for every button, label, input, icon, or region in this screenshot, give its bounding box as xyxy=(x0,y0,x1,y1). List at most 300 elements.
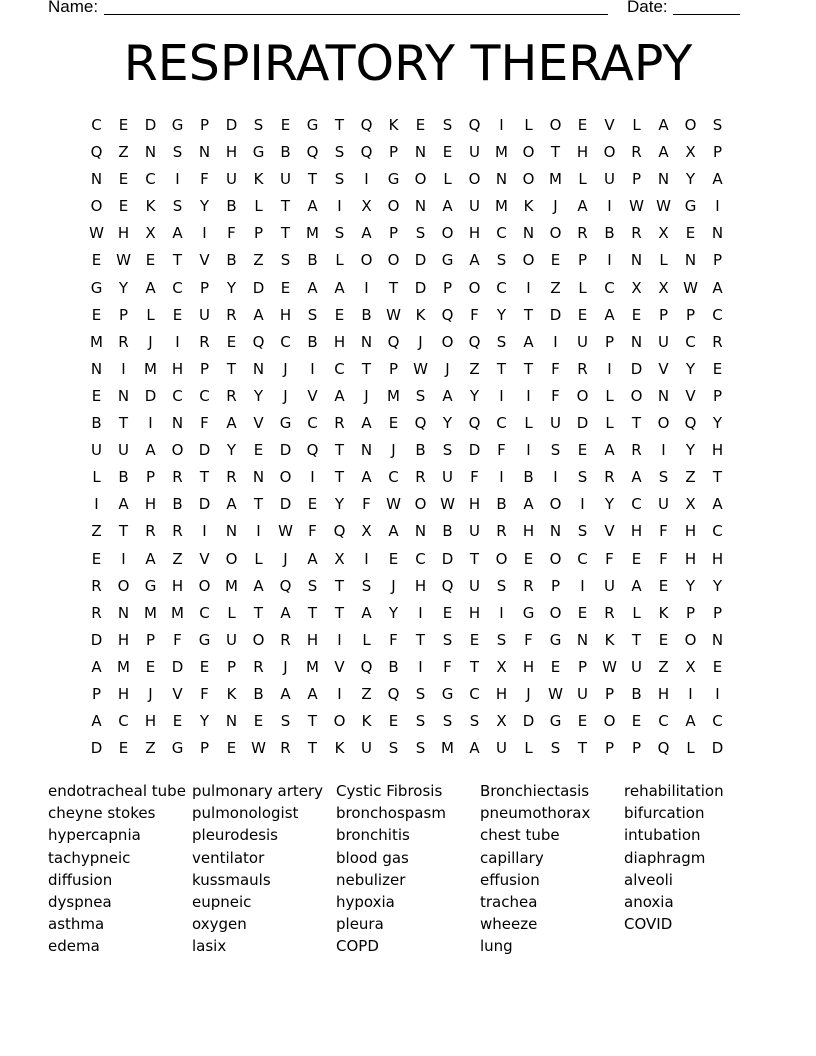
grid-letter[interactable]: I xyxy=(580,495,585,514)
grid-letter[interactable]: T xyxy=(388,278,399,297)
grid-letter[interactable]: I xyxy=(337,630,342,649)
grid-letter[interactable]: A xyxy=(712,495,723,514)
grid-letter[interactable]: O xyxy=(441,332,454,351)
grid-letter[interactable]: U xyxy=(118,441,129,460)
grid-letter[interactable]: B xyxy=(118,468,129,487)
grid-letter[interactable]: G xyxy=(171,739,184,758)
grid-letter[interactable]: H xyxy=(333,332,346,351)
grid-letter[interactable]: O xyxy=(333,712,346,731)
grid-letter[interactable]: C xyxy=(712,522,723,541)
grid-letter[interactable]: R xyxy=(172,522,183,541)
grid-letter[interactable]: G xyxy=(171,116,184,134)
grid-letter[interactable]: A xyxy=(334,386,345,405)
grid-letter[interactable]: T xyxy=(469,657,480,676)
grid-letter[interactable]: I xyxy=(526,441,531,460)
grid-letter[interactable]: N xyxy=(711,630,724,649)
grid-letter[interactable]: P xyxy=(388,359,399,378)
grid-letter[interactable]: Q xyxy=(360,657,373,676)
grid-letter[interactable]: A xyxy=(226,495,237,514)
grid-letter[interactable]: E xyxy=(712,359,723,378)
grid-letter[interactable]: R xyxy=(496,522,507,541)
grid-letter[interactable]: P xyxy=(199,359,210,378)
grid-letter[interactable]: T xyxy=(469,549,480,568)
grid-letter[interactable]: X xyxy=(631,278,642,297)
grid-letter[interactable]: Q xyxy=(468,414,481,433)
grid-letter[interactable]: B xyxy=(307,332,318,351)
grid-letter[interactable]: C xyxy=(334,359,345,378)
grid-letter[interactable]: J xyxy=(418,332,423,351)
grid-letter[interactable]: Z xyxy=(145,739,156,758)
grid-letter[interactable]: E xyxy=(388,549,399,568)
grid-letter[interactable]: H xyxy=(171,359,184,378)
grid-letter[interactable]: Q xyxy=(414,414,427,433)
grid-letter[interactable]: A xyxy=(307,684,318,703)
grid-letter[interactable]: R xyxy=(604,468,615,487)
grid-letter[interactable]: S xyxy=(280,251,291,270)
grid-letter[interactable]: O xyxy=(522,170,535,189)
grid-letter[interactable]: C xyxy=(91,116,102,134)
grid-letter[interactable]: L xyxy=(362,630,371,649)
grid-letter[interactable]: O xyxy=(279,468,292,487)
grid-letter[interactable]: H xyxy=(522,657,535,676)
grid-letter[interactable]: X xyxy=(685,657,696,676)
grid-letter[interactable]: A xyxy=(361,414,372,433)
grid-letter[interactable]: X xyxy=(145,224,156,243)
grid-letter[interactable]: Y xyxy=(685,170,696,189)
grid-letter[interactable]: N xyxy=(630,332,643,351)
grid-letter[interactable]: P xyxy=(631,170,642,189)
grid-letter[interactable]: R xyxy=(145,522,156,541)
grid-letter[interactable]: A xyxy=(91,657,102,676)
grid-letter[interactable]: O xyxy=(657,414,670,433)
grid-letter[interactable]: G xyxy=(522,603,535,622)
grid-letter[interactable]: I xyxy=(364,278,369,297)
grid-letter[interactable]: L xyxy=(227,603,236,622)
grid-letter[interactable]: W xyxy=(440,495,455,514)
grid-letter[interactable]: J xyxy=(148,684,153,703)
grid-letter[interactable]: E xyxy=(415,116,426,134)
grid-letter[interactable]: O xyxy=(495,549,508,568)
grid-letter[interactable]: E xyxy=(280,116,291,134)
grid-letter[interactable]: R xyxy=(712,332,723,351)
grid-letter[interactable]: C xyxy=(577,549,588,568)
grid-letter[interactable]: E xyxy=(280,278,291,297)
grid-letter[interactable]: C xyxy=(496,224,507,243)
grid-letter[interactable]: B xyxy=(226,197,237,216)
grid-letter[interactable]: D xyxy=(171,657,184,676)
grid-letter[interactable]: W xyxy=(413,359,428,378)
grid-letter[interactable]: C xyxy=(496,414,507,433)
grid-letter[interactable]: L xyxy=(92,468,101,487)
grid-letter[interactable]: T xyxy=(334,116,345,134)
grid-letter[interactable]: A xyxy=(523,495,534,514)
grid-letter[interactable]: B xyxy=(604,224,615,243)
grid-letter[interactable]: O xyxy=(468,170,481,189)
grid-letter[interactable]: M xyxy=(441,739,454,758)
grid-letter[interactable]: C xyxy=(307,414,318,433)
grid-letter[interactable]: E xyxy=(658,630,669,649)
grid-letter[interactable]: E xyxy=(253,712,264,731)
grid-letter[interactable]: G xyxy=(387,170,400,189)
grid-letter[interactable]: C xyxy=(712,305,723,324)
grid-letter[interactable]: A xyxy=(226,414,237,433)
grid-letter[interactable]: M xyxy=(549,170,562,189)
grid-letter[interactable]: K xyxy=(226,684,237,703)
grid-letter[interactable]: I xyxy=(418,657,423,676)
grid-letter[interactable]: E xyxy=(118,739,129,758)
grid-letter[interactable]: L xyxy=(632,116,641,134)
grid-letter[interactable]: U xyxy=(604,576,615,595)
grid-letter[interactable]: S xyxy=(253,116,264,134)
grid-letter[interactable]: A xyxy=(307,197,318,216)
grid-letter[interactable]: N xyxy=(117,603,130,622)
grid-letter[interactable]: J xyxy=(553,197,558,216)
grid-letter[interactable]: O xyxy=(549,495,562,514)
grid-letter[interactable]: R xyxy=(280,630,291,649)
grid-letter[interactable]: F xyxy=(605,549,614,568)
grid-letter[interactable]: B xyxy=(442,522,453,541)
grid-letter[interactable]: S xyxy=(496,630,507,649)
grid-letter[interactable]: E xyxy=(91,386,102,405)
grid-letter[interactable]: P xyxy=(685,603,696,622)
grid-letter[interactable]: J xyxy=(391,441,396,460)
grid-letter[interactable]: R xyxy=(334,414,345,433)
grid-letter[interactable]: T xyxy=(307,712,318,731)
grid-letter[interactable]: E xyxy=(388,414,399,433)
grid-letter[interactable]: I xyxy=(310,359,315,378)
grid-letter[interactable]: W xyxy=(251,739,266,758)
grid-letter[interactable]: E xyxy=(226,739,237,758)
grid-letter[interactable]: I xyxy=(499,468,504,487)
grid-letter[interactable]: K xyxy=(523,197,534,216)
grid-letter[interactable]: L xyxy=(578,170,587,189)
grid-letter[interactable]: C xyxy=(388,468,399,487)
grid-letter[interactable]: E xyxy=(442,143,453,162)
grid-letter[interactable]: I xyxy=(715,684,720,703)
grid-letter[interactable]: J xyxy=(364,386,369,405)
grid-letter[interactable]: N xyxy=(522,224,535,243)
grid-letter[interactable]: N xyxy=(252,359,265,378)
grid-letter[interactable]: F xyxy=(227,224,236,243)
grid-letter[interactable]: C xyxy=(658,712,669,731)
grid-letter[interactable]: Z xyxy=(685,468,696,487)
grid-letter[interactable]: U xyxy=(604,170,615,189)
grid-letter[interactable]: O xyxy=(414,170,427,189)
grid-letter[interactable]: Y xyxy=(442,414,453,433)
grid-letter[interactable]: D xyxy=(90,630,103,649)
grid-letter[interactable]: M xyxy=(495,197,508,216)
grid-letter[interactable]: T xyxy=(577,739,588,758)
grid-letter[interactable]: S xyxy=(577,468,588,487)
grid-letter[interactable]: F xyxy=(443,657,452,676)
grid-letter[interactable]: S xyxy=(496,576,507,595)
grid-letter[interactable]: E xyxy=(118,116,129,134)
grid-letter[interactable]: P xyxy=(604,684,615,703)
grid-letter[interactable]: S xyxy=(307,305,318,324)
grid-letter[interactable]: E xyxy=(199,657,210,676)
grid-letter[interactable]: M xyxy=(90,332,103,351)
grid-letter[interactable]: T xyxy=(118,414,129,433)
grid-letter[interactable]: C xyxy=(118,712,129,731)
grid-letter[interactable]: C xyxy=(172,278,183,297)
grid-letter[interactable]: E xyxy=(91,251,102,270)
grid-letter[interactable]: P xyxy=(712,143,723,162)
grid-letter[interactable]: L xyxy=(578,278,587,297)
grid-letter[interactable]: R xyxy=(415,468,426,487)
grid-letter[interactable]: O xyxy=(549,116,562,134)
grid-letter[interactable]: S xyxy=(415,684,426,703)
grid-letter[interactable]: S xyxy=(334,170,345,189)
grid-letter[interactable]: U xyxy=(469,522,480,541)
grid-letter[interactable]: F xyxy=(308,522,317,541)
grid-letter[interactable]: J xyxy=(283,549,288,568)
grid-letter[interactable]: R xyxy=(631,224,642,243)
grid-letter[interactable]: M xyxy=(387,386,400,405)
grid-letter[interactable]: W xyxy=(116,251,131,270)
grid-letter[interactable]: M xyxy=(306,224,319,243)
grid-letter[interactable]: S xyxy=(388,739,399,758)
grid-letter[interactable]: Q xyxy=(90,143,103,162)
grid-letter[interactable]: T xyxy=(334,441,345,460)
grid-letter[interactable]: C xyxy=(145,170,156,189)
grid-letter[interactable]: M xyxy=(225,576,238,595)
grid-letter[interactable]: G xyxy=(144,576,157,595)
grid-letter[interactable]: D xyxy=(468,441,481,460)
grid-letter[interactable]: W xyxy=(386,305,401,324)
grid-letter[interactable]: A xyxy=(334,278,345,297)
grid-letter[interactable]: N xyxy=(225,712,238,731)
grid-letter[interactable]: R xyxy=(172,468,183,487)
grid-letter[interactable]: A xyxy=(577,197,588,216)
grid-letter[interactable]: Z xyxy=(91,522,102,541)
grid-letter[interactable]: X xyxy=(685,143,696,162)
grid-letter[interactable]: H xyxy=(468,603,481,622)
grid-letter[interactable]: Q xyxy=(684,414,697,433)
grid-letter[interactable]: S xyxy=(361,576,372,595)
grid-letter[interactable]: O xyxy=(576,386,589,405)
grid-letter[interactable]: A xyxy=(631,576,642,595)
grid-letter[interactable]: W xyxy=(602,657,617,676)
grid-letter[interactable]: M xyxy=(171,603,184,622)
grid-letter[interactable]: N xyxy=(495,170,508,189)
grid-letter[interactable]: S xyxy=(496,332,507,351)
grid-letter[interactable]: R xyxy=(280,739,291,758)
grid-letter[interactable]: A xyxy=(712,278,723,297)
grid-letter[interactable]: H xyxy=(144,712,157,731)
grid-letter[interactable]: H xyxy=(414,576,427,595)
grid-letter[interactable]: E xyxy=(631,305,642,324)
grid-letter[interactable]: Y xyxy=(685,576,696,595)
grid-letter[interactable]: Q xyxy=(387,332,400,351)
grid-letter[interactable]: U xyxy=(658,332,669,351)
grid-letter[interactable]: X xyxy=(361,197,372,216)
grid-letter[interactable]: G xyxy=(441,251,454,270)
grid-letter[interactable]: I xyxy=(580,576,585,595)
grid-letter[interactable]: T xyxy=(253,603,264,622)
grid-letter[interactable]: Z xyxy=(658,657,669,676)
grid-letter[interactable]: R xyxy=(577,224,588,243)
grid-letter[interactable]: Q xyxy=(387,684,400,703)
grid-letter[interactable]: D xyxy=(414,251,427,270)
grid-letter[interactable]: Z xyxy=(172,549,183,568)
grid-letter[interactable]: I xyxy=(202,522,207,541)
grid-letter[interactable]: D xyxy=(441,549,454,568)
grid-letter[interactable]: I xyxy=(256,522,261,541)
grid-letter[interactable]: H xyxy=(117,224,130,243)
grid-letter[interactable]: E xyxy=(577,603,588,622)
grid-letter[interactable]: I xyxy=(526,278,531,297)
grid-letter[interactable]: Y xyxy=(334,495,345,514)
grid-letter[interactable]: X xyxy=(496,657,507,676)
grid-letter[interactable]: K xyxy=(253,170,264,189)
grid-letter[interactable]: G xyxy=(684,197,697,216)
grid-letter[interactable]: R xyxy=(91,603,102,622)
grid-letter[interactable]: S xyxy=(415,739,426,758)
grid-letter[interactable]: N xyxy=(90,170,103,189)
grid-letter[interactable]: T xyxy=(307,170,318,189)
grid-letter[interactable]: C xyxy=(199,603,210,622)
grid-letter[interactable]: S xyxy=(550,441,561,460)
grid-letter[interactable]: Y xyxy=(685,359,696,378)
grid-letter[interactable]: O xyxy=(171,441,184,460)
grid-letter[interactable]: E xyxy=(145,251,156,270)
grid-letter[interactable]: C xyxy=(496,278,507,297)
grid-letter[interactable]: O xyxy=(441,224,454,243)
grid-letter[interactable]: P xyxy=(577,657,588,676)
grid-letter[interactable]: S xyxy=(307,576,318,595)
grid-letter[interactable]: Q xyxy=(306,441,319,460)
grid-letter[interactable]: A xyxy=(658,116,669,134)
grid-letter[interactable]: P xyxy=(712,386,723,405)
grid-letter[interactable]: T xyxy=(118,522,129,541)
grid-letter[interactable]: L xyxy=(254,549,263,568)
grid-letter[interactable]: Y xyxy=(712,576,723,595)
grid-letter[interactable]: K xyxy=(604,630,615,649)
grid-letter[interactable]: A xyxy=(712,170,723,189)
grid-letter[interactable]: T xyxy=(550,143,561,162)
grid-letter[interactable]: E xyxy=(145,657,156,676)
grid-letter[interactable]: A xyxy=(442,386,453,405)
grid-letter[interactable]: N xyxy=(684,251,697,270)
grid-letter[interactable]: E xyxy=(523,549,534,568)
grid-letter[interactable]: Y xyxy=(469,386,480,405)
grid-letter[interactable]: W xyxy=(548,684,563,703)
grid-letter[interactable]: E xyxy=(550,251,561,270)
grid-letter[interactable]: U xyxy=(469,143,480,162)
grid-letter[interactable]: A xyxy=(280,684,291,703)
grid-letter[interactable]: A xyxy=(388,522,399,541)
grid-letter[interactable]: F xyxy=(362,495,371,514)
grid-letter[interactable]: H xyxy=(171,576,184,595)
grid-letter[interactable]: A xyxy=(658,143,669,162)
grid-letter[interactable]: O xyxy=(387,251,400,270)
grid-letter[interactable]: C xyxy=(604,278,615,297)
grid-letter[interactable]: X xyxy=(658,278,669,297)
grid-letter[interactable]: A xyxy=(307,549,318,568)
grid-letter[interactable]: C xyxy=(415,549,426,568)
grid-letter[interactable]: V xyxy=(685,386,696,405)
grid-letter[interactable]: I xyxy=(337,684,342,703)
grid-letter[interactable]: Q xyxy=(468,116,481,134)
grid-letter[interactable]: G xyxy=(549,712,562,731)
grid-letter[interactable]: A xyxy=(604,305,615,324)
grid-letter[interactable]: B xyxy=(496,495,507,514)
grid-letter[interactable]: F xyxy=(389,630,398,649)
grid-letter[interactable]: I xyxy=(499,386,504,405)
grid-letter[interactable]: S xyxy=(442,630,453,649)
grid-letter[interactable]: D xyxy=(225,116,238,134)
grid-letter[interactable]: N xyxy=(414,197,427,216)
grid-letter[interactable]: Z xyxy=(550,278,561,297)
grid-letter[interactable]: M xyxy=(495,143,508,162)
grid-letter[interactable]: A xyxy=(361,468,372,487)
grid-letter[interactable]: L xyxy=(524,739,533,758)
grid-letter[interactable]: M xyxy=(144,359,157,378)
grid-letter[interactable]: H xyxy=(144,495,157,514)
grid-letter[interactable]: J xyxy=(391,576,396,595)
grid-letter[interactable]: I xyxy=(310,468,315,487)
grid-letter[interactable]: S xyxy=(496,251,507,270)
grid-letter[interactable]: N xyxy=(90,359,103,378)
grid-letter[interactable]: N xyxy=(630,251,643,270)
grid-letter[interactable]: T xyxy=(199,468,210,487)
grid-letter[interactable]: S xyxy=(658,468,669,487)
grid-letter[interactable]: E xyxy=(91,305,102,324)
grid-letter[interactable]: C xyxy=(280,332,291,351)
grid-letter[interactable]: N xyxy=(360,441,373,460)
grid-letter[interactable]: P xyxy=(550,576,561,595)
grid-letter[interactable]: U xyxy=(469,576,480,595)
grid-letter[interactable]: F xyxy=(524,630,533,649)
grid-letter[interactable]: X xyxy=(361,522,372,541)
grid-letter[interactable]: G xyxy=(279,414,292,433)
grid-letter[interactable]: E xyxy=(577,441,588,460)
grid-letter[interactable]: R xyxy=(226,386,237,405)
grid-letter[interactable]: O xyxy=(468,278,481,297)
grid-letter[interactable]: N xyxy=(414,522,427,541)
grid-letter[interactable]: Y xyxy=(253,386,264,405)
grid-letter[interactable]: O xyxy=(198,576,211,595)
grid-letter[interactable]: F xyxy=(200,414,209,433)
grid-letter[interactable]: E xyxy=(442,603,453,622)
grid-letter[interactable]: C xyxy=(712,712,723,731)
grid-letter[interactable]: A xyxy=(361,224,372,243)
grid-letter[interactable]: U xyxy=(469,197,480,216)
grid-letter[interactable]: N xyxy=(252,468,265,487)
grid-letter[interactable]: H xyxy=(468,224,481,243)
grid-letter[interactable]: O xyxy=(549,224,562,243)
grid-letter[interactable]: A xyxy=(631,468,642,487)
grid-letter[interactable]: P xyxy=(91,684,102,703)
grid-letter[interactable]: I xyxy=(94,495,99,514)
grid-letter[interactable]: N xyxy=(144,143,157,162)
grid-letter[interactable]: O xyxy=(630,386,643,405)
grid-letter[interactable]: S xyxy=(442,116,453,134)
grid-letter[interactable]: Z xyxy=(118,143,129,162)
grid-letter[interactable]: Q xyxy=(306,143,319,162)
grid-letter[interactable]: P xyxy=(631,739,642,758)
grid-letter[interactable]: P xyxy=(604,739,615,758)
grid-letter[interactable]: R xyxy=(577,359,588,378)
grid-letter[interactable]: N xyxy=(171,414,184,433)
grid-letter[interactable]: H xyxy=(657,684,670,703)
grid-letter[interactable]: V xyxy=(658,359,669,378)
grid-letter[interactable]: I xyxy=(607,197,612,216)
grid-letter[interactable]: V xyxy=(199,251,210,270)
grid-letter[interactable]: S xyxy=(334,224,345,243)
grid-letter[interactable]: F xyxy=(659,549,668,568)
grid-letter[interactable]: F xyxy=(659,522,668,541)
